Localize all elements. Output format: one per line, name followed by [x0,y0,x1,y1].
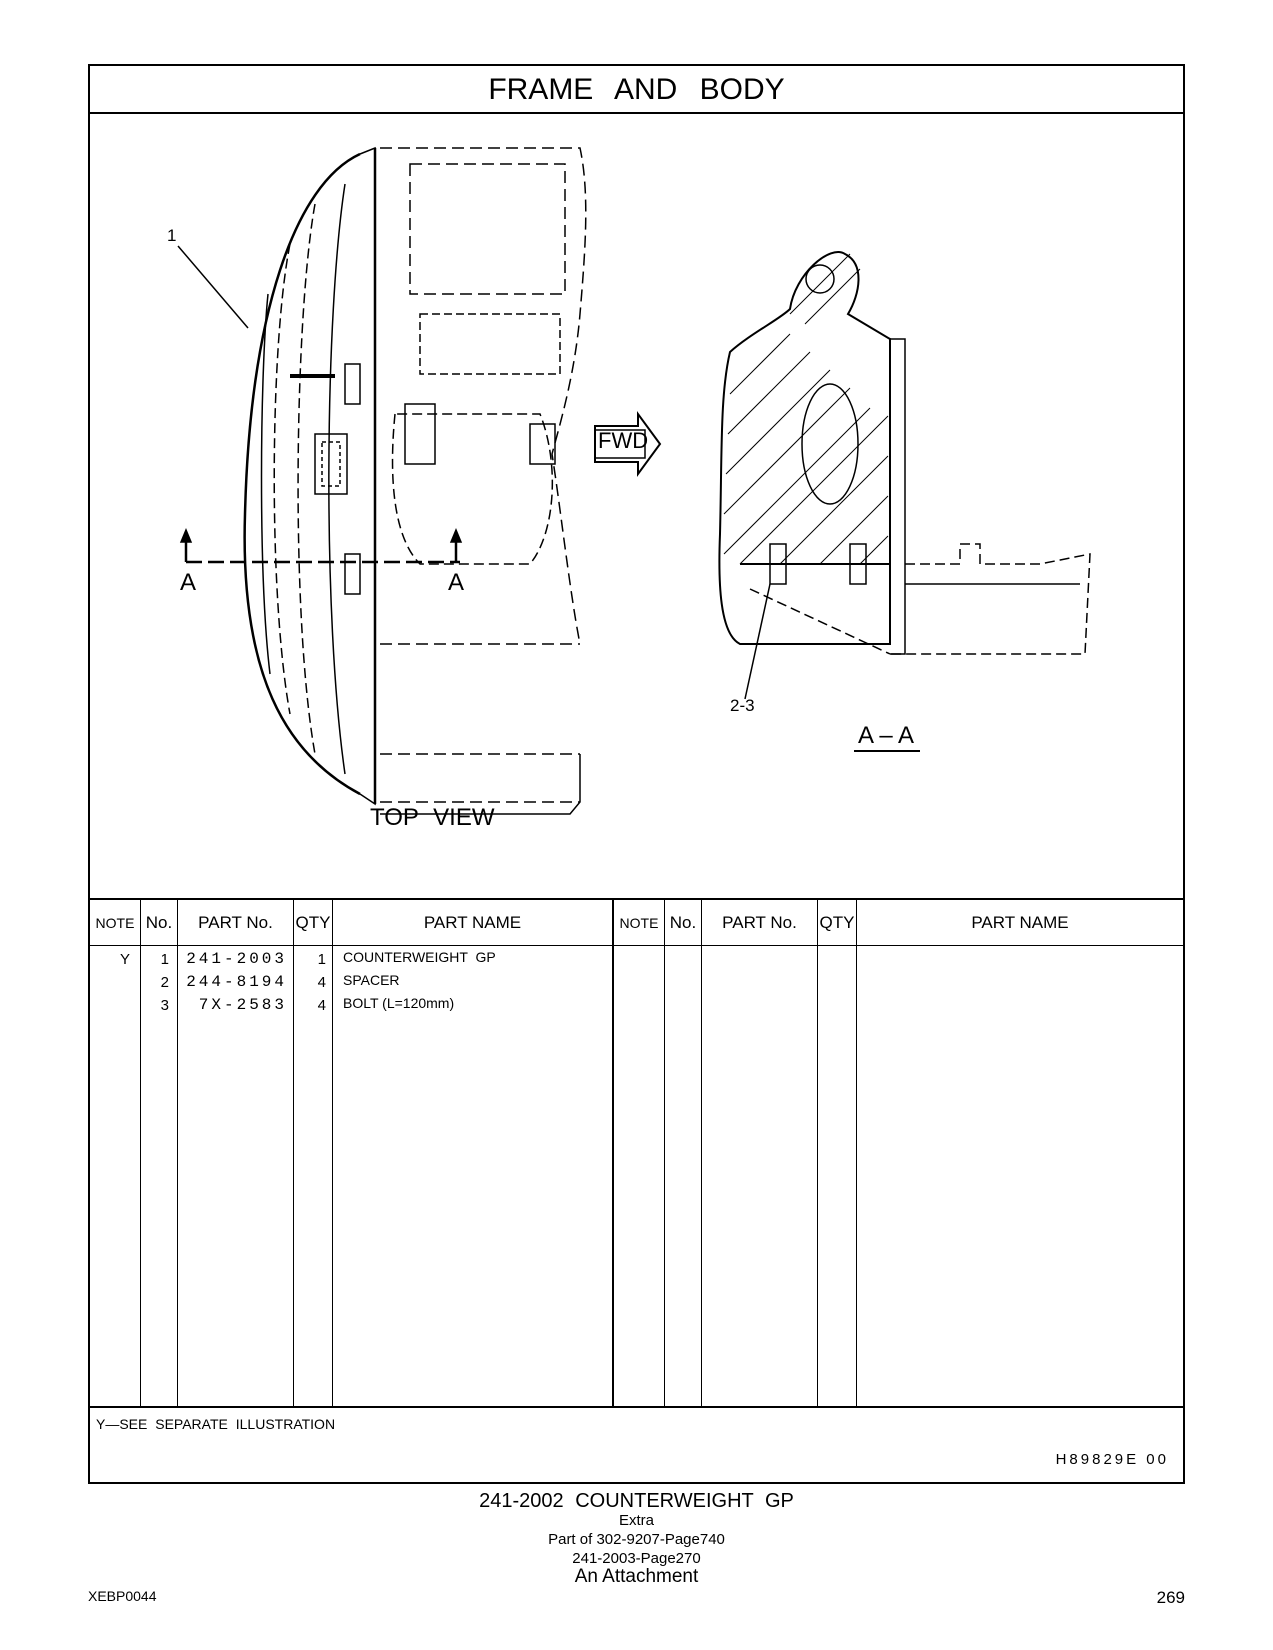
top-view-label: TOP VIEW [370,804,495,831]
row-1-note: Y [120,951,131,968]
section-marker-right: A [448,569,465,596]
header-note-right: NOTE [614,900,664,946]
col-partname-left [333,900,614,1406]
header-qty-right: QTY [818,900,856,946]
caption-ref: 241-2003-Page270 [572,1550,701,1567]
col-note-right [614,900,665,1406]
col-partno-right [702,900,818,1406]
callout-2-3: 2-3 [730,696,755,715]
row-3-no: 3 [160,997,169,1014]
section-title: FRAME AND BODY [90,66,1183,114]
row-3-qty: 4 [317,997,326,1014]
row-3-part-name: BOLT (L=120mm) [343,995,455,1011]
header-no-right: No. [665,900,701,946]
section-marker-left: A [180,569,197,596]
row-2-no: 2 [160,974,169,991]
row-2-qty: 4 [317,974,326,991]
row-1-no: 1 [160,951,169,968]
page-number: 269 [1156,1588,1185,1607]
header-part-no: PART No. [178,900,293,946]
row-1-qty: 1 [317,951,326,968]
row-1-part-no: 241-2003 [186,950,287,968]
col-note-left [90,900,141,1406]
row-2-part-no: 244-8194 [186,973,287,991]
header-part-name-right: PART NAME [857,900,1183,946]
section-view-label: A – A [858,722,915,749]
header-part-name: PART NAME [333,900,612,946]
row-3-part-no: 7X-2583 [198,996,287,1014]
header-qty: QTY [294,900,332,946]
row-2-part-name: SPACER [343,972,400,988]
header-note: NOTE [90,900,140,946]
caption-title: 241-2002 COUNTERWEIGHT GP [479,1490,794,1512]
col-partno-left [178,900,294,1406]
row-1-part-name: COUNTERWEIGHT GP [343,949,496,965]
col-qty-right [818,900,857,1406]
parts-page-frame [88,64,1185,1484]
col-no-right [665,900,702,1406]
header-no: No. [141,900,177,946]
parts-list-table [90,898,1183,1408]
caption-part-of: Part of 302-9207-Page740 [548,1531,725,1548]
illustration-svg [90,114,1183,898]
header-part-no-right: PART No. [702,900,817,946]
caption-attachment: An Attachment [574,1566,699,1587]
footnote: Y—SEE SEPARATE ILLUSTRATION [96,1416,336,1432]
col-no-left [141,900,178,1406]
caption-extra: Extra [618,1512,654,1529]
page-code: XEBP0044 [88,1588,157,1604]
col-partname-right [857,900,1183,1406]
drawing-number: H89829E 00 [1055,1451,1169,1468]
col-qty-left [294,900,333,1406]
fwd-label: FWD [598,428,649,453]
parts-illustration [90,114,1183,898]
callout-1: 1 [167,226,177,245]
